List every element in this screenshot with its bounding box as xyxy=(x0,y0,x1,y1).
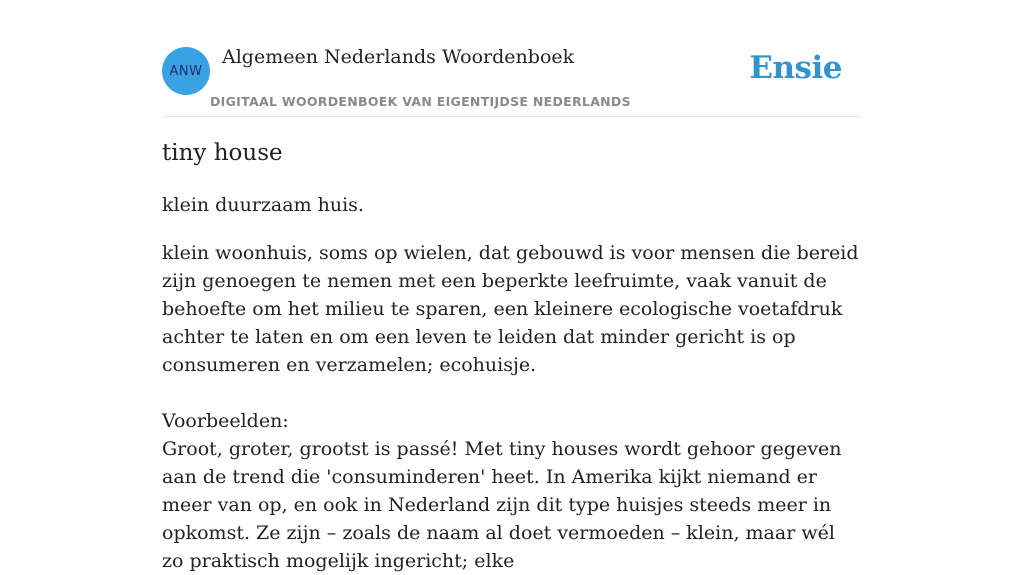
page-container xyxy=(162,0,862,572)
logo-text: ANW xyxy=(169,63,203,79)
entry-content xyxy=(162,239,862,575)
short-definition: klein duurzaam huis. xyxy=(162,194,364,216)
definition-text: klein woonhuis, soms op wielen, dat gebouwd is voor mensen die bereid zijn genoegen te nemen met een beperkte leefruimte, vaak vanuit de behoefte om het milieu te sparen, een kleinere ecologische voetafdruk achter te laten en om een leven te leiden dat minder gericht is op consumeren en verzamelen; ecohuisje. xyxy=(162,242,859,376)
site-title[interactable]: Algemeen Nederlands Woordenboek xyxy=(222,46,575,68)
anw-logo[interactable] xyxy=(162,47,210,95)
example-text: Groot, groter, grootst is passé! Met tiny houses wordt gehoor gegeven aan de trend die 'consuminderen' heet. In Amerika kijkt niemand er meer van op, en ook in Nederland zijn dit type huisjes steeds meer in opkomst. Ze zijn – zoals de naam al doet vermoeden – klein, maar wél zo praktisch mogelijk ingericht; elke xyxy=(162,438,842,572)
ensie-brand-link[interactable]: Ensie xyxy=(749,50,842,86)
examples-label: Voorbeelden: xyxy=(162,410,289,432)
site-header xyxy=(162,0,862,117)
entry-term: tiny house xyxy=(162,140,283,166)
site-subtitle: DIGITAAL WOORDENBOEK VAN EIGENTIJDSE NEDERLANDS xyxy=(210,94,631,109)
